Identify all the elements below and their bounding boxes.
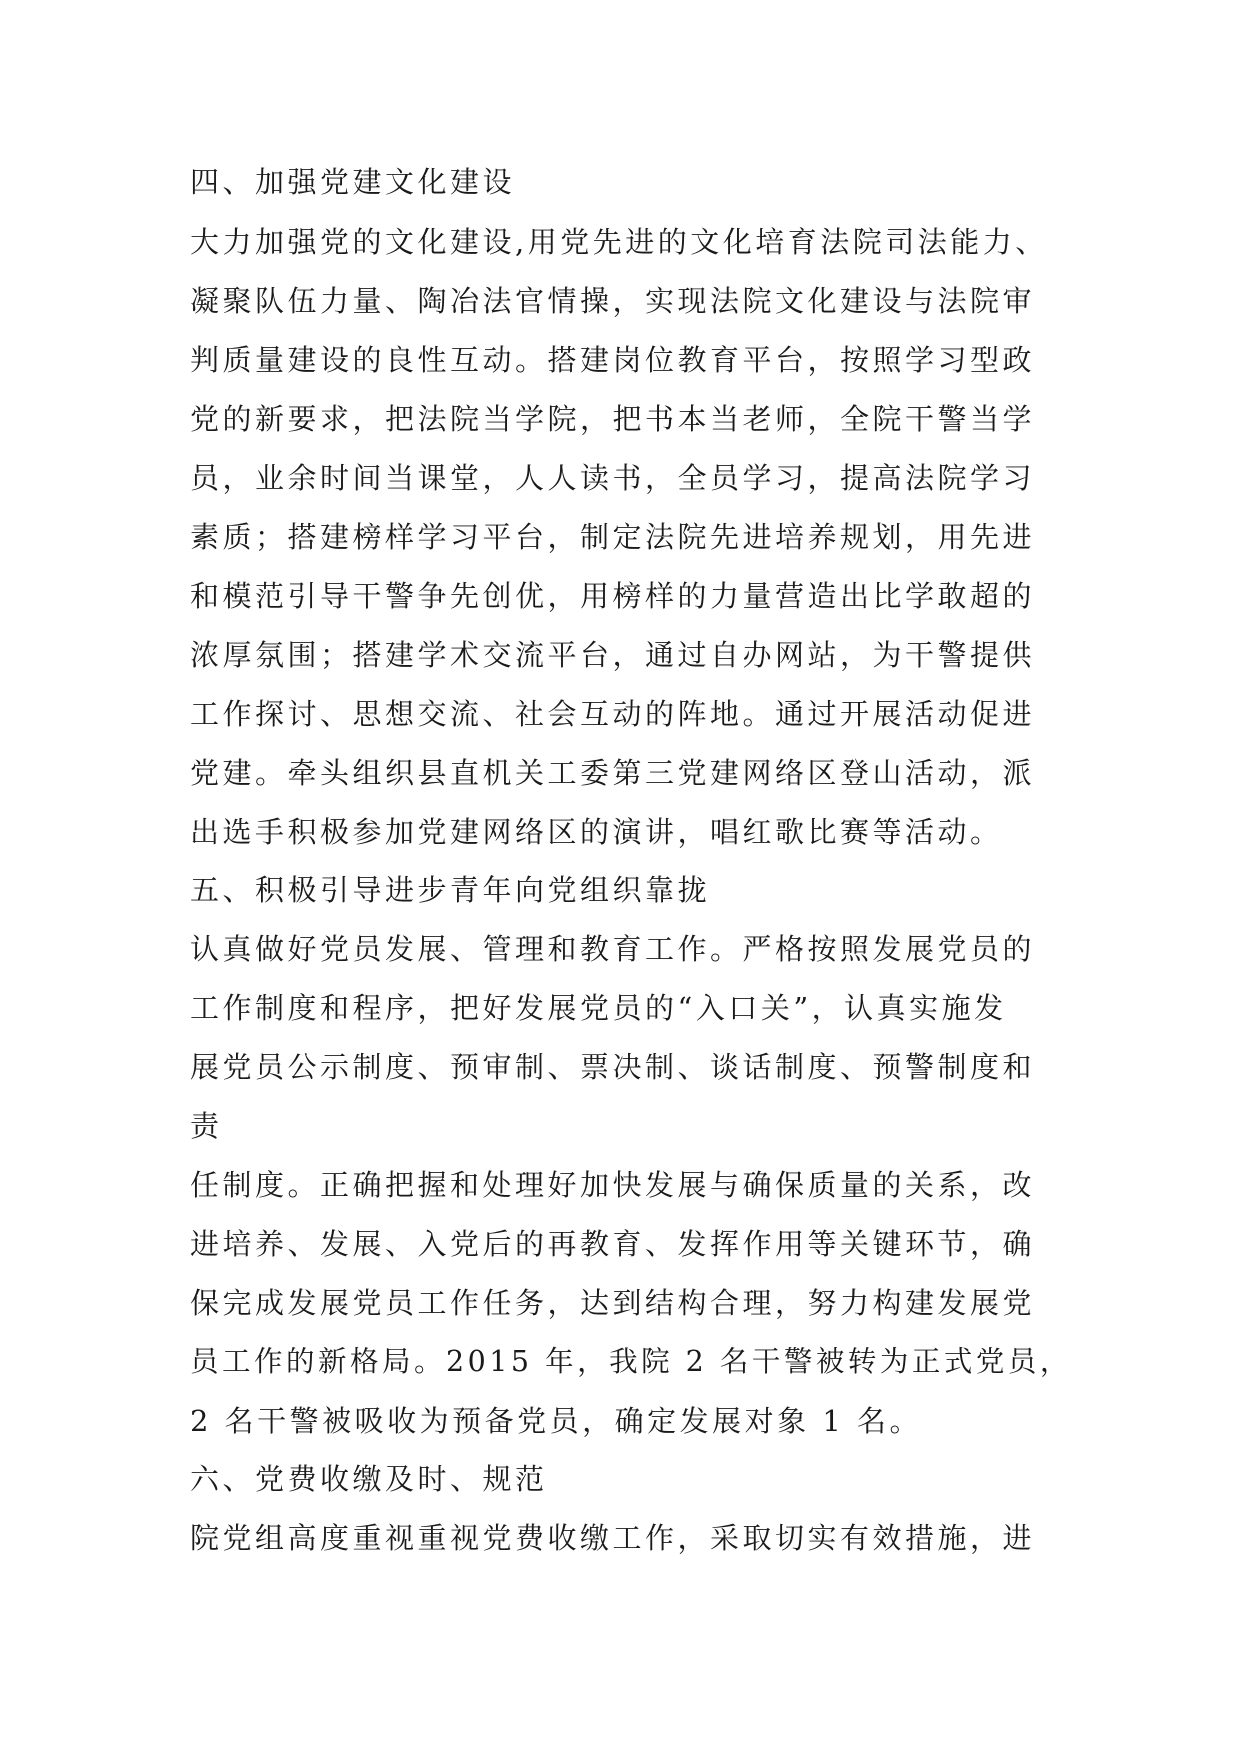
paragraph-line: 工作探讨、思想交流、社会互动的阵地。通过开展活动促进 <box>190 697 1036 731</box>
paragraph-line: 员工作的新格局。2015 年，我院 2 名干警被转为正式党员， <box>190 1345 1072 1378</box>
paragraph-line: 工作制度和程序，把好发展党员的“入口关”，认真实施发 <box>190 991 1007 1025</box>
paragraph-line: 判质量建设的良性互动。搭建岗位教育平台，按照学习型政 <box>190 343 1036 377</box>
section-heading: 五、积极引导进步青年向党组织靠拢 <box>190 873 711 907</box>
paragraph-line: 认真做好党员发展、管理和教育工作。严格按照发展党员的 <box>190 932 1036 966</box>
paragraph-line: 素质；搭建榜样学习平台，制定法院先进培养规划，用先进 <box>190 520 1036 554</box>
paragraph-line: 出选手积极参加党建网络区的演讲，唱红歌比赛等活动。 <box>190 815 1003 849</box>
paragraph-line: 浓厚氛围；搭建学术交流平台，通过自办网站，为干警提供 <box>190 638 1036 672</box>
section-heading: 四、加强党建文化建设 <box>190 165 516 199</box>
paragraph-line: 员，业余时间当课堂，人人读书，全员学习，提高法院学习 <box>190 461 1036 495</box>
paragraph-line: 和模范引导干警争先创优，用榜样的力量营造出比学敢超的 <box>190 579 1036 613</box>
paragraph-line: 展党员公示制度、预审制、票决制、谈话制度、预警制度和 <box>190 1050 1036 1084</box>
paragraph-line: 进培养、发展、入党后的再教育、发挥作用等关键环节，确 <box>190 1227 1036 1261</box>
paragraph-line: 凝聚队伍力量、陶冶法官情操，实现法院文化建设与法院审 <box>190 284 1036 318</box>
paragraph-line: 责 <box>190 1109 223 1143</box>
paragraph-line: 院党组高度重视重视党费收缴工作，采取切实有效措施，进 <box>190 1521 1036 1555</box>
paragraph-line: 2 名干警被吸收为预备党员，确定发展对象 1 名。 <box>190 1404 923 1438</box>
section-heading: 六、党费收缴及时、规范 <box>190 1462 548 1496</box>
paragraph-line: 大力加强党的文化建设,用党先进的文化培育法院司法能力、 <box>190 225 1048 259</box>
paragraph-line: 党建。牵头组织县直机关工委第三党建网络区登山活动，派 <box>190 756 1036 790</box>
paragraph-line: 任制度。正确把握和处理好加快发展与确保质量的关系，改 <box>190 1168 1036 1202</box>
paragraph-line: 保完成发展党员工作任务，达到结构合理，努力构建发展党 <box>190 1286 1036 1320</box>
paragraph-line: 党的新要求，把法院当学院，把书本当老师，全院干警当学 <box>190 402 1036 436</box>
